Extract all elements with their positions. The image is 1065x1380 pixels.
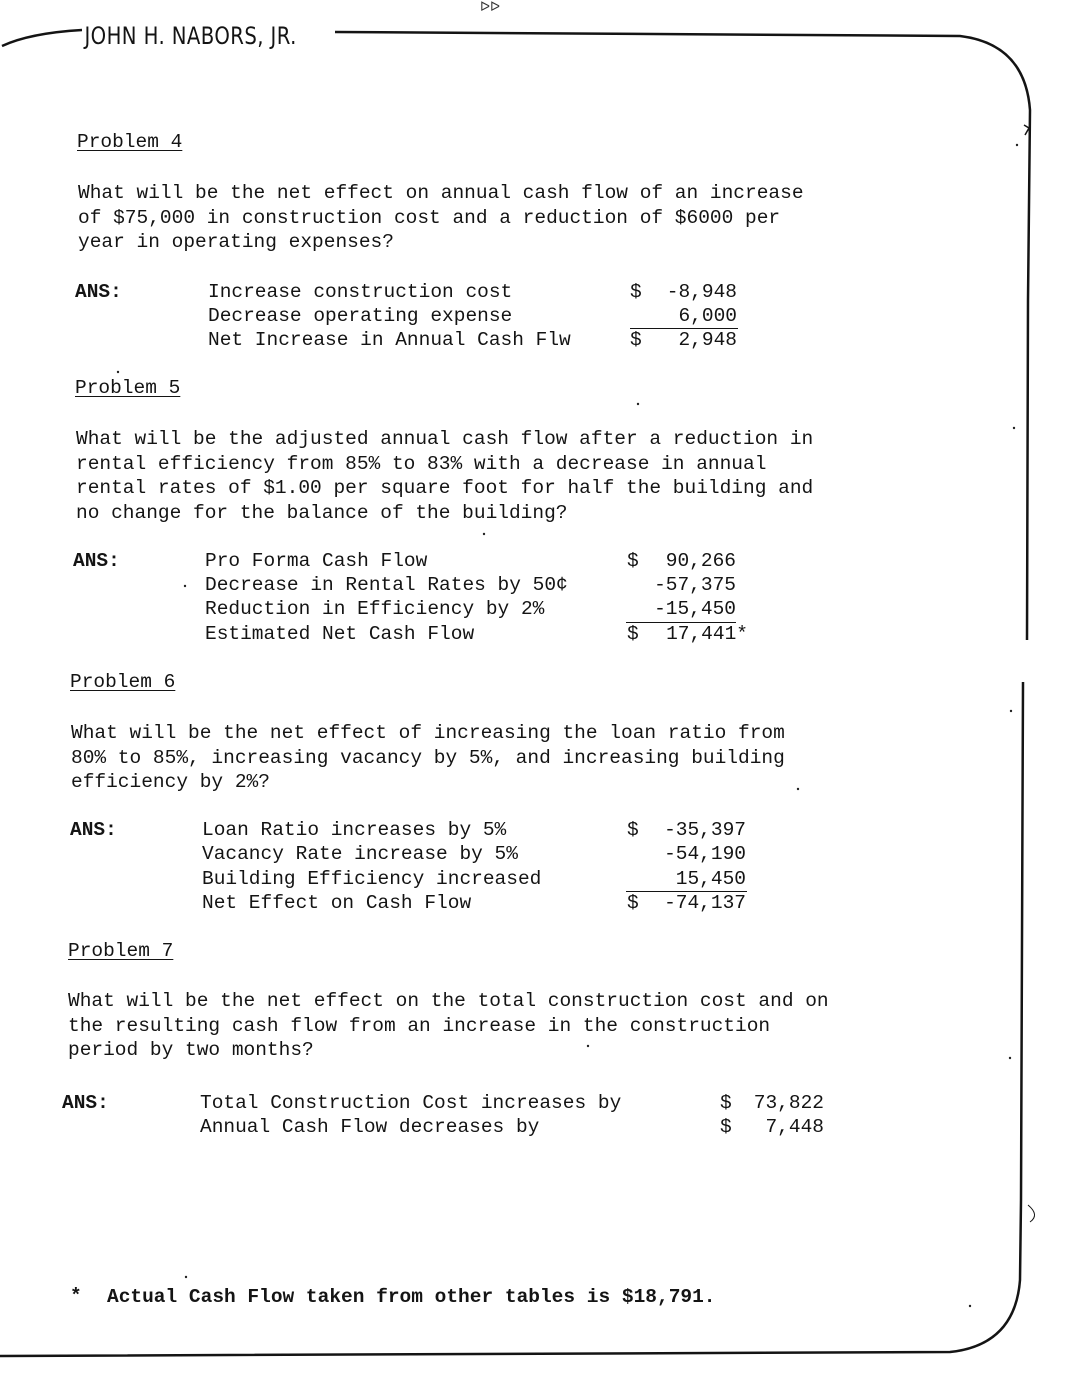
question-line: What will be the net effect of increasing the loan ratio from	[71, 722, 785, 744]
answer-line-currency: $	[627, 623, 639, 645]
ans-label: ANS:	[73, 550, 120, 572]
answer-line-label: Total Construction Cost increases by	[200, 1092, 622, 1114]
ans-label: ANS:	[70, 819, 117, 841]
answer-line-label: Decrease in Rental Rates by 50¢	[205, 574, 568, 596]
answer-line-currency: $	[627, 892, 639, 914]
question-line: rental efficiency from 85% to 83% with a decrease in annual	[76, 452, 767, 475]
question-line: period by two months?	[68, 1039, 314, 1061]
answer-line-value: -15,450	[654, 598, 736, 620]
answer-line-value: -54,190	[664, 843, 746, 865]
problem-heading: Problem 4	[77, 131, 183, 153]
answer-line-label: Increase construction cost	[208, 281, 513, 303]
answer-line-value: 73,822	[753, 1092, 824, 1114]
problem-heading: Problem 6	[70, 671, 176, 693]
question-line: the resulting cash flow from an increase in the construction	[68, 1014, 771, 1037]
answer-line-label: Loan Ratio increases by 5%	[202, 819, 507, 841]
answer-line-value: -57,375	[654, 574, 736, 596]
answer-line-currency: $	[720, 1116, 732, 1138]
answer-line-label: Estimated Net Cash Flow	[205, 623, 475, 645]
header-author: JOHN H. NABORS, JR.	[82, 22, 299, 50]
answer-line-label: Net Increase in Annual Cash Flw	[208, 329, 571, 351]
answer-line-currency: $	[627, 819, 639, 841]
question-line: rental rates of $1.00 per square foot for half the building and	[76, 477, 814, 499]
answer-line-value: 90,266	[665, 550, 736, 572]
question-line: What will be the net effect on annual cash flow of an increase	[78, 182, 804, 204]
answer-line-value: 2,948	[678, 329, 737, 351]
question-line: What will be the net effect on the total construction cost and on	[68, 990, 829, 1012]
answer-line-value: -35,397	[664, 819, 746, 841]
problem-heading: Problem 7	[68, 940, 174, 962]
answer-line-value: 17,441*	[666, 623, 748, 645]
ans-label: ANS:	[75, 281, 122, 303]
answer-line-label: Pro Forma Cash Flow	[205, 550, 428, 572]
answer-line-label: Reduction in Efficiency by 2%	[205, 598, 545, 620]
page-number: ᐅᐅ	[480, 0, 500, 15]
answer-line-currency: $	[630, 281, 642, 303]
question-line: no change for the balance of the building?	[76, 501, 568, 524]
answer-line-value: -74,137	[664, 892, 746, 914]
answer-line-value: 6,000	[678, 305, 737, 327]
answer-line-label: Decrease operating expense	[208, 305, 513, 327]
question-line: year in operating expenses?	[78, 231, 394, 253]
answer-line-currency: $	[627, 550, 639, 572]
answer-line-currency: $	[630, 329, 642, 351]
answer-line-value: 7,448	[765, 1116, 824, 1138]
problem-heading: Problem 5	[75, 377, 181, 399]
footnote-marker: *	[70, 1285, 82, 1307]
answer-line-label: Annual Cash Flow decreases by	[200, 1116, 540, 1138]
question-line: efficiency by 2%?	[71, 771, 270, 793]
answer-line-value: -8,948	[666, 281, 737, 303]
question-line: of $75,000 in construction cost and a reduction of $6000 per	[78, 206, 781, 229]
answer-line-currency: $	[720, 1092, 732, 1114]
question-line: 80% to 85%, increasing vacancy by 5%, and increasing building	[71, 746, 785, 769]
question-line: What will be the adjusted annual cash flow after a reduction in	[76, 428, 814, 450]
footnote-text: Actual Cash Flow taken from other tables is $18,791.	[107, 1286, 716, 1308]
ans-label: ANS:	[62, 1092, 109, 1114]
answer-line-label: Vacancy Rate increase by 5%	[202, 843, 518, 865]
answer-line-label: Net Effect on Cash Flow	[202, 892, 472, 914]
answer-line-value: 15,450	[675, 868, 746, 890]
answer-line-label: Building Efficiency increased	[202, 868, 542, 890]
